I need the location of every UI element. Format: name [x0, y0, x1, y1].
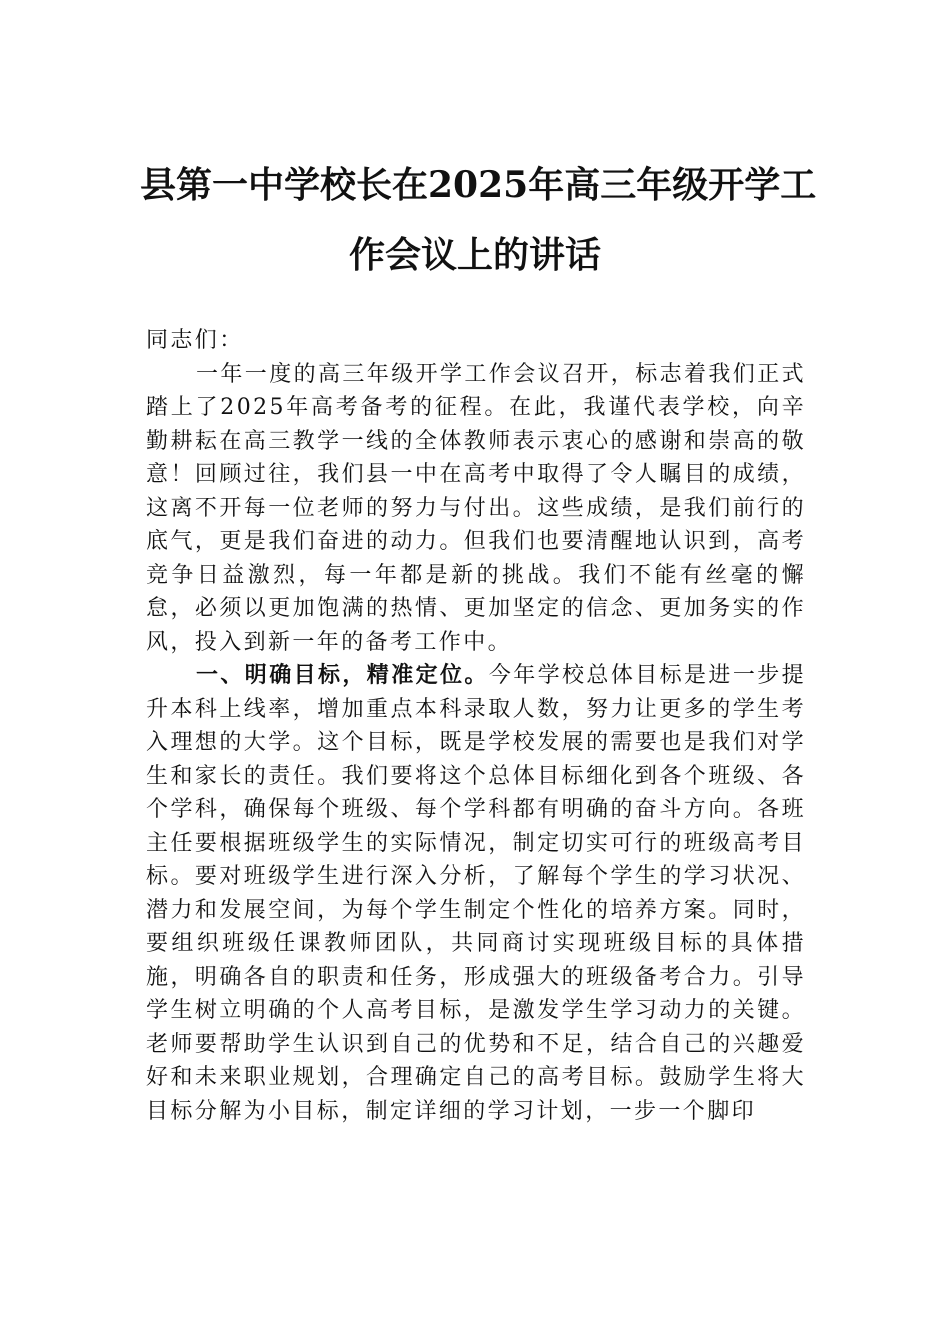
- paragraph-intro: 一年一度的高三年级开学工作会议召开，标志着我们正式踏上了2025年高考备考的征程。在此，我谨代表学校，向辛勤耕耘在高三教学一线的全体教师表示衷心的感谢和崇高的敬意！回顾过往，我们县一中在高考中取得了令人瞩目的成绩，这离不开每一位老师的努力与付出。这些成绩，是我们前行的底气，更是我们奋进的动力。但我们也要清醒地认识到，高考竞争日益激烈，每一年都是新的挑战。我们不能有丝毫的懈怠，必须以更加饱满的热情、更加坚定的信念、更加务实的作风，投入到新一年的备考工作中。: [146, 361, 807, 655]
- salutation: 同志们：: [146, 328, 244, 353]
- title-line-1: 县第一中学校长在2025年高三年级开学工: [140, 164, 817, 206]
- document-title: [140, 150, 817, 290]
- section-1-text: 今年学校总体目标是进一步提升本科上线率，增加重点本科录取人数，努力让更多的学生考入理想的大学。这个目标，既是学校发展的需要也是我们对学生和家长的责任。我们要将这个总体目标细化到各个班级、各个学科，确保每个班级、每个学科都有明确的奋斗方向。各班主任要根据班级学生的实际情况，制定切实可行的班级高考目标。要对班级学生进行深入分析，了解每个学生的学习状况、潜力和发展空间，为每个学生制定个性化的培养方案。同时，要组织班级任课教师团队，共同商讨实现班级目标的具体措施，明确各自的职责和任务，形成强大的班级备考合力。引导学生树立明确的个人高考目标，是激发学生学习动力的关键。老师要帮助学生认识到自己的优势和不足，结合自己的兴趣爱好和未来职业规划，合理确定自己的高考目标。鼓励学生将大目标分解为小目标，制定详细的学习计划，一步一个脚印: [146, 663, 807, 1124]
- section-1-heading: 一、明确目标，精准定位。: [196, 663, 489, 688]
- paragraph-section-1: [146, 659, 806, 1128]
- title-line-2: 作会议上的讲话: [348, 234, 601, 276]
- document-body: [146, 324, 806, 1128]
